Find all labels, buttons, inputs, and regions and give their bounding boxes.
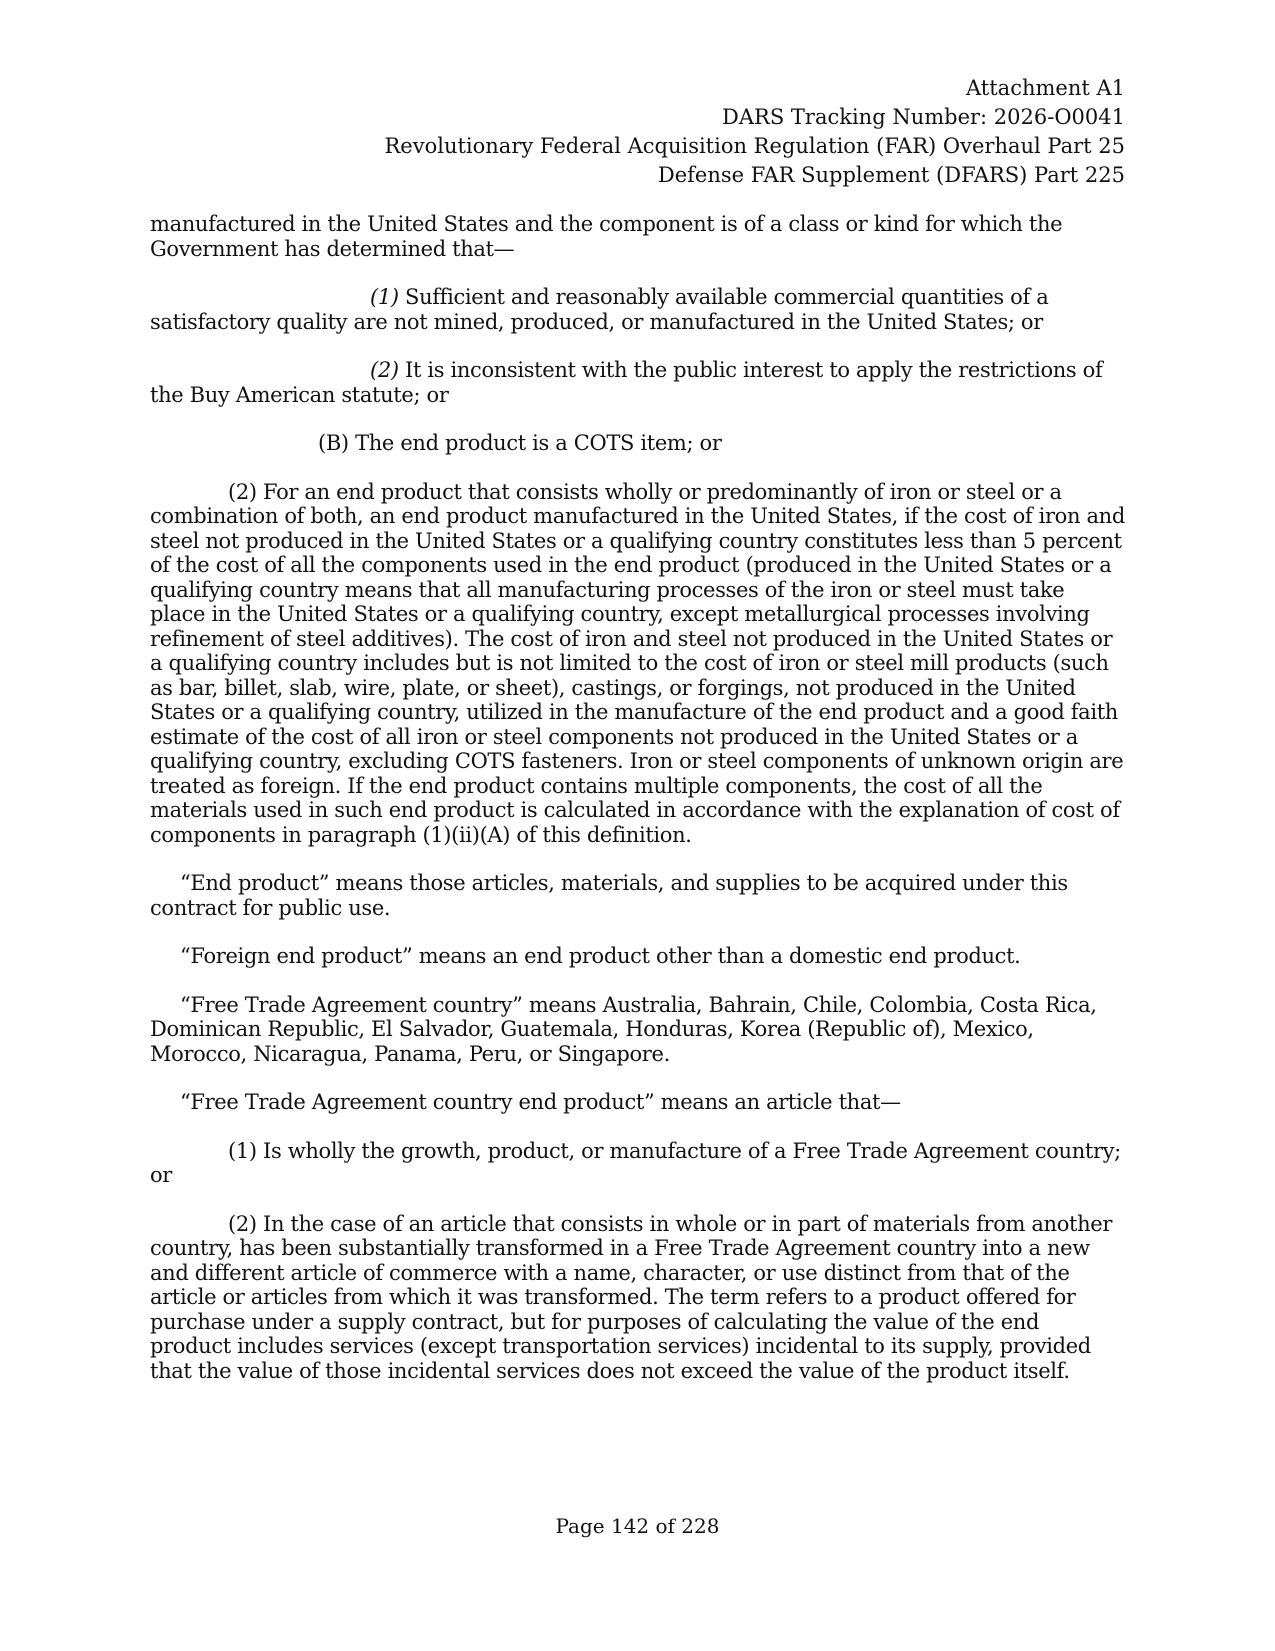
tracking-number: DARS Tracking Number: 2026-O0041	[722, 105, 1125, 129]
definition-fta-end-product: “Free Trade Agreement country end product” means an article that—	[180, 1090, 901, 1114]
fta-item-2: (2) In the case of an article that consists in whole or in part of materials from another country, has been substantially transformed in a Free Trade Agreement country into a new and different article of commerce with a name, character, or use distinct from that of the article or articles from which it was transformed. The term refers to a product offered for purchase under a supply contract, but for purposes of calculating the value of the end product includes services (except transportation services) incidental to its supply, provided that the value of those incidental services does not exceed the value of the product itself.	[150, 1211, 1113, 1383]
paragraph-sub-2	[150, 358, 1125, 407]
paragraph-number: (1)	[370, 285, 399, 309]
definition-end-product: “End product” means those articles, materials, and supplies to be acquired under this contract for public use.	[150, 871, 1068, 920]
paragraph-b: (B) The end product is a COTS item; or	[318, 431, 722, 455]
fta-item-1: (1) Is wholly the growth, product, or manufacture of a Free Trade Agreement country; or	[150, 1138, 1121, 1187]
definition-fta-country: “Free Trade Agreement country” means Australia, Bahrain, Chile, Colombia, Costa Rica, Dominican Republic, El Salvador, Guatemala, Honduras, Korea (Republic of), Mexico, Morocco, Nicaragua, Panama, Peru, or Singapore.	[150, 992, 1097, 1066]
paragraph-text: It is inconsistent with the public interest to apply the restrictions of the Buy American statute; or	[150, 358, 1103, 407]
dfars-part-title: Defense FAR Supplement (DFARS) Part 225	[657, 163, 1125, 187]
paragraph-text: Sufficient and reasonably available commercial quantities of a satisfactory quality are not mined, produced, or manufactured in the United States; or	[150, 285, 1049, 334]
paragraph-continuation: manufactured in the United States and the component is of a class or kind for which the Government has determined that—	[150, 212, 1063, 261]
paragraph-sub-1	[150, 285, 1125, 334]
definition-foreign-end-product: “Foreign end product” means an end product other than a domestic end product.	[180, 944, 1021, 968]
paragraph-number: (2)	[370, 358, 399, 382]
attachment-label: Attachment A1	[966, 76, 1125, 100]
page-header	[125, 74, 1125, 190]
far-part-title: Revolutionary Federal Acquisition Regulation (FAR) Overhaul Part 25	[384, 134, 1125, 158]
paragraph-iron-steel: (2) For an end product that consists wholly or predominantly of iron or steel or a combination of both, an end product manufactured in the United States, if the cost of iron and steel not produced in the United States or a qualifying country constitutes less than 5 percent of the cost of all the components used in the end product (produced in the United States or a qualifying country means that all manufacturing processes of the iron or steel must take place in the United States or a qualifying country, except metallurgical processes involving refinement of steel additives). The cost of iron and steel not produced in the United States or a qualifying country includes but is not limited to the cost of iron or steel mill products (such as bar, billet, slab, wire, plate, or sheet), castings, or forgings, not produced in the United States or a qualifying country, utilized in the manufacture of the end product and a good faith estimate of the cost of all iron or steel components not produced in the United States or a qualifying country, excluding COTS fasteners. Iron or steel components of unknown origin are treated as foreign. If the end product contains multiple components, the cost of all the materials used in such end product is calculated in accordance with the explanation of cost of components in paragraph (1)(ii)(A) of this definition.	[150, 479, 1125, 847]
document-body	[150, 212, 1125, 1407]
page-number: Page 142 of 228	[555, 1514, 720, 1538]
